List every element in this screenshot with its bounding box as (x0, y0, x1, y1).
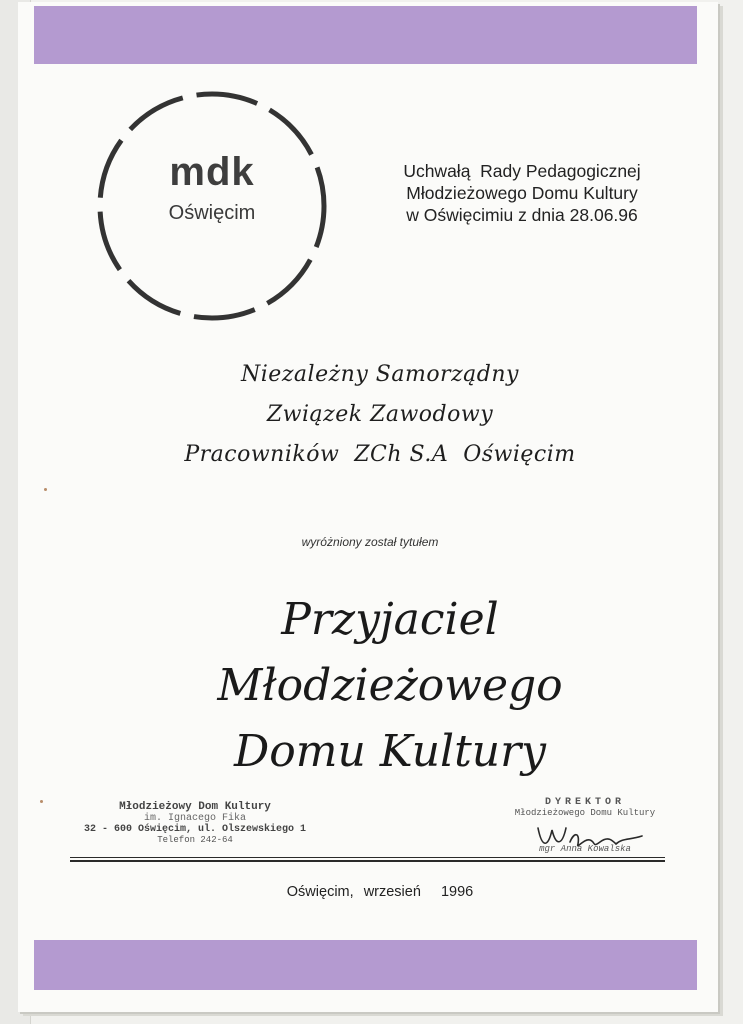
paper-speck (40, 800, 43, 803)
award-title (150, 587, 630, 785)
recipient-line-1: Niezależny Samorządny (241, 362, 519, 387)
logo-title: mdk (169, 150, 255, 194)
divider-line-thick (70, 860, 665, 862)
honored-caption: wyróżniony został tytułem (301, 535, 439, 549)
resolution-line-1: Uchwałą Rady Pedagogicznej (403, 161, 641, 181)
paper-speck (44, 488, 47, 491)
resolution-text (372, 160, 672, 226)
director-stamp-name: mgr Anna Kowalska (539, 844, 631, 854)
resolution-line-3: w Oświęcimiu z dnia 28.06.96 (406, 205, 638, 225)
resolution-line-2: Młodzieżowego Domu Kultury (406, 183, 638, 203)
top-purple-band (34, 6, 697, 64)
stamp-line-1: Młodzieżowy Dom Kultury (119, 801, 271, 813)
place-text: Oświęcim, (286, 884, 354, 900)
award-line-1: Przyjaciel (281, 594, 499, 645)
institution-stamp (70, 801, 320, 845)
recipient-name (120, 355, 640, 475)
stamp-line-3: 32 - 600 Oświęcim, ul. Olszewskiego 1 (83, 824, 307, 835)
stamp-line-4: Telefon 242-64 (157, 835, 233, 845)
recipient-line-2: Związek Zawodowy (266, 402, 494, 427)
recipient-line-3: Pracowników ZCh S.A Oświęcim (184, 442, 576, 467)
director-stamp-institution: Młodzieżowego Domu Kultury (514, 808, 656, 818)
divider-line-thin (70, 857, 665, 858)
bottom-purple-band (34, 940, 697, 990)
date-text: wrzesień 1996 (363, 884, 474, 900)
logo-city: Oświęcim (168, 202, 256, 224)
director-stamp-title: DYREKTOR (544, 797, 625, 808)
stamp-line-2: im. Ignacego Fika (143, 813, 247, 824)
award-line-3: Domu Kultury (233, 726, 547, 777)
award-line-2: Młodzieżowego (217, 660, 563, 711)
handwritten-signature (530, 818, 650, 854)
place-and-date (200, 884, 560, 900)
